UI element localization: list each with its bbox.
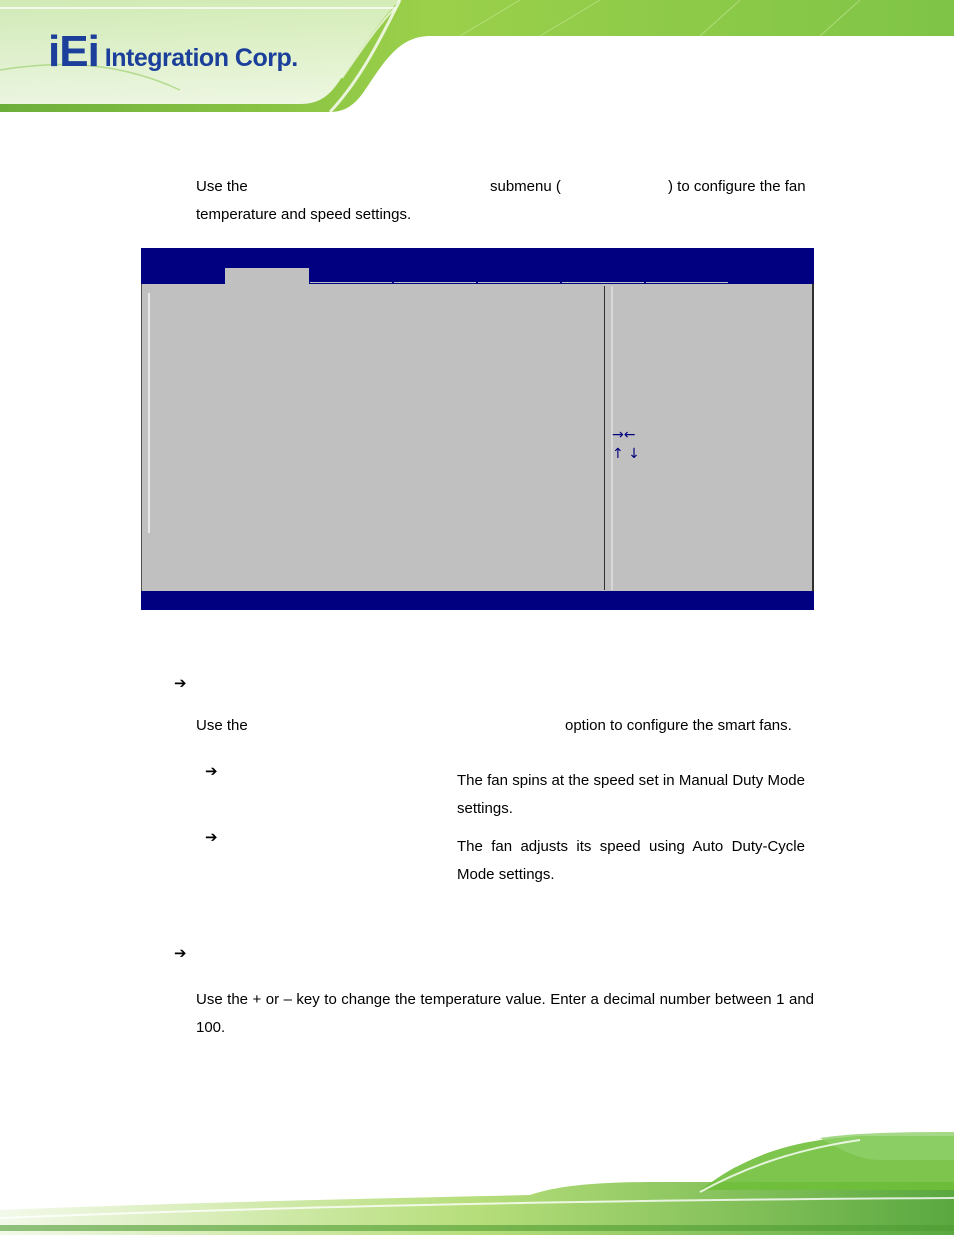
option-manual-description: The fan spins at the speed set in Manual Duty Mode settings. (457, 772, 805, 817)
bios-tab-separator (310, 282, 392, 283)
bios-border-right (812, 284, 814, 591)
bios-tab-separator (562, 282, 644, 283)
fan-mode-desc-end: option to configure the smart fans. (565, 717, 792, 734)
bios-border-left (141, 284, 142, 591)
option-bullet-arrow-icon: ➔ (205, 762, 218, 780)
bios-tab-separator (394, 282, 476, 283)
bios-status-bar (141, 591, 814, 610)
fan-mode-desc-start: Use the (196, 717, 248, 734)
footer-banner (0, 1130, 954, 1235)
bios-tab-separator (478, 282, 560, 283)
logo-mark: iEi (48, 27, 99, 76)
intro-line1-end: ) to configure the fan (668, 178, 806, 195)
intro-line1-mid: submenu ( (490, 178, 561, 195)
bios-key-select-screen-icon: →← (612, 427, 636, 443)
bios-screen (141, 248, 814, 610)
section-bullet-arrow-icon: ➔ (174, 674, 187, 692)
section-bullet-arrow-icon: ➔ (174, 944, 187, 962)
bios-tab-active[interactable] (225, 268, 309, 284)
temperature-description: Use the + or – key to change the temperature value. Enter a decimal number between 1 and 100. (196, 991, 814, 1036)
intro-line1-start: Use the (196, 178, 248, 195)
logo-text: Integration Corp. (104, 44, 298, 72)
bios-key-select-item-icon: ↑ ↓ (612, 446, 640, 462)
bios-panel-divider (604, 286, 605, 590)
intro-line2: temperature and speed settings. (196, 206, 412, 223)
option-auto-description: The fan adjusts its speed using Auto Duty-Cycle Mode settings. (457, 838, 805, 883)
bios-menu-bar (141, 267, 814, 284)
bios-title-bar (141, 248, 814, 267)
option-bullet-arrow-icon: ➔ (205, 828, 218, 846)
bios-tab-separator (646, 282, 728, 283)
bios-main-panel-edge (148, 293, 150, 533)
company-logo (48, 28, 298, 74)
